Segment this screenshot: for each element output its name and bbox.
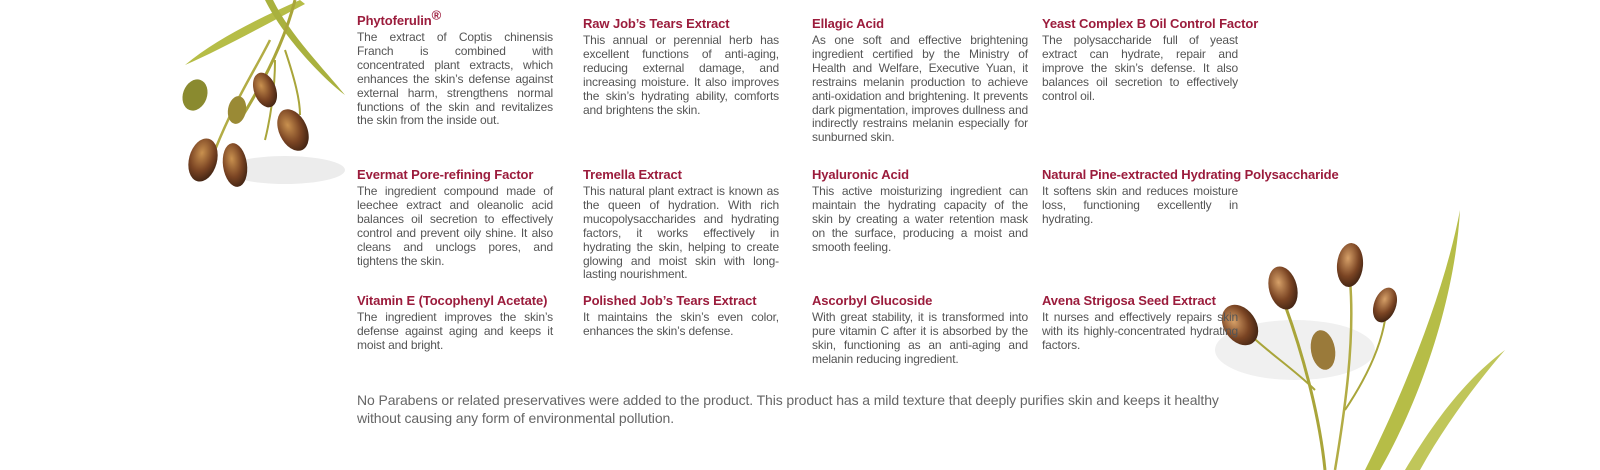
ingredient-title: Raw Job’s Tears Extract [583, 16, 730, 31]
ingredient-avena-strigosa [1042, 293, 1238, 353]
ingredient-description: This natural plant extract is known as the queen of hydration. With rich mucopolysaccharides and hydrating factors, it works effectively in hydrating the skin, helping to create glowing and moist skin with long-lasting nourishment. [583, 184, 779, 282]
preservative-free-note: No Parabens or related preservatives were added to the product. This product has a mild texture that deeply purifies skin and keeps it healthy without causing any form of environmental pollution. [357, 392, 1219, 426]
ingredient-description: This annual or perennial herb has excellent functions of anti-aging, reducing external damage, and increasing moisture. It also improves the skin’s hydrating ability, comforts and brightens the skin. [583, 33, 779, 117]
plant-seed [1335, 242, 1365, 288]
ingredient-polished-jobs-tears [583, 293, 779, 339]
ingredient-title: Ellagic Acid [812, 16, 885, 31]
plant-seed [220, 142, 250, 189]
ingredient-evermat [357, 167, 553, 268]
ingredient-yeast-complex-b [1042, 16, 1259, 104]
plant-seed [178, 76, 211, 114]
ingredient-description: The ingredient compound made of leechee extract and oleanolic acid balances oil secretion to effectively control and prevent oily shine. It also cleans and unclogs pores, and tightens the skin. [357, 184, 553, 268]
plant-seed [249, 69, 282, 110]
plant-seed [1369, 284, 1402, 325]
ingredient-hyaluronic-acid [812, 167, 1028, 255]
ingredient-vitamin-e [357, 293, 553, 353]
registered-mark: ® [431, 7, 442, 23]
ingredient-description: The extract of Coptis chinensis Franch is combined with concentrated plant extracts, which enhances the skin’s defense against external harm, strengthens normal functions of the skin and revitalizes the skin from the inside out. [357, 30, 553, 128]
plant-stem [285, 50, 300, 115]
plant-seed [184, 135, 222, 185]
ingredient-description: The ingredient improves the skin’s defense against aging and keeps it moist and bright. [357, 310, 553, 352]
ingredient-title: Natural Pine-extracted Hydrating Polysaccharide [1042, 167, 1339, 182]
plant-illustration-left [175, 0, 350, 200]
plant-seed [1264, 263, 1302, 313]
ingredient-description: It softens skin and reduces moisture loss, functioning excellently in hydrating. [1042, 184, 1238, 226]
plant-seed [271, 104, 315, 156]
ingredient-title: Phytoferulin® [357, 7, 442, 28]
ingredient-description: As one soft and effective brightening ingredient certified by the Ministry of Health and Welfare, Executive Yuan, it restrains melanin production to achieve anti-oxidation and brightening. It prevents dark pigmentation, improves dullness and indirectly restrains melanin especially for sunburned skin. [812, 33, 1028, 145]
ingredient-description: With great stability, it is transformed into pure vitamin C after it is absorbed by the skin, functioning as an anti-aging and melanin reducing ingredient. [812, 310, 1028, 366]
ingredient-ellagic-acid [812, 16, 1028, 145]
ingredient-title: Vitamin E (Tocophenyl Acetate) [357, 293, 548, 308]
plant-leaf [265, 0, 345, 95]
ingredient-description: This active moisturizing ingredient can maintain the hydrating capacity of the skin by creating a water retention mask on the surface, producing a moist and smooth feeling. [812, 184, 1028, 254]
ingredient-title: Avena Strigosa Seed Extract [1042, 293, 1216, 308]
ingredient-title: Yeast Complex B Oil Control Factor [1042, 16, 1259, 31]
ingredient-tremella [583, 167, 779, 282]
ingredient-title: Hyaluronic Acid [812, 167, 909, 182]
ingredient-ascorbyl-glucoside [812, 293, 1028, 367]
ingredient-description: It maintains the skin’s even color, enhances the skin’s defense. [583, 310, 779, 338]
ingredient-phytoferulin [357, 7, 553, 128]
ingredient-description: The polysaccharide full of yeast extract can hydrate, repair and improve the skin’s defense. It also balances oil secretion to effectively control oil. [1042, 33, 1238, 103]
ingredient-description: It nurses and effectively repairs skin with its highly-concentrated hydrating factors. [1042, 310, 1238, 352]
ingredient-title: Tremella Extract [583, 167, 682, 182]
ingredient-title: Polished Job’s Tears Extract [583, 293, 757, 308]
ingredient-title: Ascorbyl Glucoside [812, 293, 933, 308]
ingredient-title: Evermat Pore-refining Factor [357, 167, 534, 182]
ingredient-raw-jobs-tears [583, 16, 779, 117]
plant-illustration-right [1205, 210, 1505, 470]
ingredient-pine-polysaccharide [1042, 167, 1339, 227]
